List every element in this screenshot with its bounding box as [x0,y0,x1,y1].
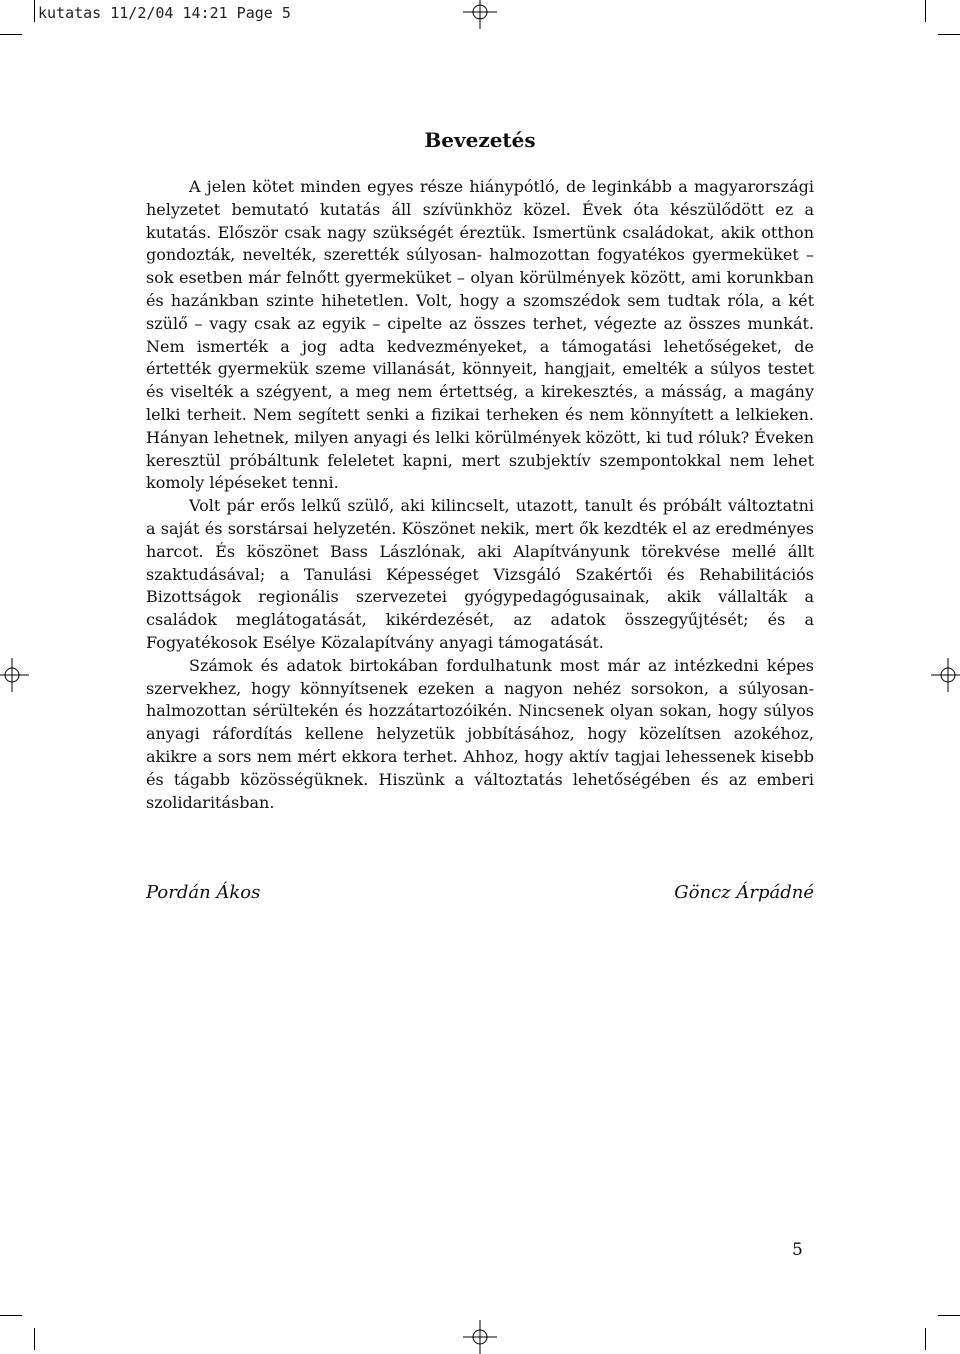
registration-mark-top-icon [463,0,497,29]
crop-mark-top-left-h [0,34,22,35]
signature-block [146,882,814,903]
paragraph-2: Volt pár erős lelkű szülő, aki kilincselt, utazott, tanult és próbált változtatni a saját és sorstársai helyzetén. Köszönet nekik, mert ők kezdték el az eredményes harcot. És köszönet Bass Lászlónak, aki Alapítványunk törekvése mellé állt szaktudásával; a Tanulási Képességet Vizsgáló Szakértői és Rehabilitációs Bizottságok regionális szervezetei gyógypedagógusainak, akik vállalták a családok meglátogatását, kikérdezését, az adatok összegyűjtését; és a Fogyatékosok Esélye Közalapítvány anyagi támogatását. [146,496,814,652]
crop-mark-bottom-right-h [938,1315,960,1316]
registration-mark-right-icon [931,658,960,692]
printer-slug-line: kutatas 11/2/04 14:21 Page 5 [38,4,291,22]
page-number: 5 [792,1240,803,1260]
body-text [146,176,814,814]
crop-mark-bottom-left-h [0,1315,22,1316]
crop-mark-top-left-v [34,0,35,22]
paragraph-1: A jelen kötet minden egyes része hiánypótló, de leginkább a magyarországi helyzetet bemutató kutatás áll szívünkhöz közel. Évek óta készülődött ez a kutatás. Először csak nagy szükségét éreztük. Ismertünk családokat, akik otthon gondozták, nevelték, szerették súlyosan- halmozottan fogyatékos gyermeküket – sok esetben már felnőtt gyermeküket – olyan körülmények között, ami korunkban és hazánkban szinte hihetetlen. Volt, hogy a szomszédok sem tudtak róla, a két szülő – vagy csak az egyik – cipelte az összes terhet, végezte az összes munkát. Nem ismerték a jog adta kedvezményeket, a támogatási lehetőségeket, de értették gyermekük szeme villanását, könnyeit, hangjait, emelték a súlyos testet és viselték a szégyent, a meg nem értettség, a kirekesztés, a másság, a magány lelki terheit. Nem segített senki a fizikai terheken és nem könnyített a lelkieken. Hányan lehetnek, milyen anyagi és lelki körülmények között, ki tud róluk? Éveken keresztül próbáltunk feleletet kapni, mert szubjektív szempontokkal nem lehet komoly lépéseket tenni. [146,177,814,493]
crop-mark-bottom-right-v [925,1328,926,1350]
signature-right: Göncz Árpádné [674,882,814,903]
page-title: Bevezetés [424,128,536,152]
signature-left: Pordán Ákos [146,882,261,903]
registration-mark-left-icon [0,658,29,692]
registration-mark-bottom-icon [463,1320,497,1354]
paragraph-3: Számok és adatok birtokában fordulhatunk most már az intézkedni képes szervekhez, hogy könnyítsenek ezeken a nagyon nehéz sorsokon, a súlyosan-halmozottan sérültekén és hozzátartozóikén. Nincsenek olyan sokan, hogy súlyos anyagi ráfordítás kellene helyzetük jobbításához, hogy közelítsen azokéhoz, akikre a sors nem mért ekkora terhet. Ahhoz, hogy aktív tagjai lehessenek kisebb és tágabb közösségüknek. Hiszünk a változtatás lehetőségében és az emberi szolidaritásban. [146,655,814,812]
crop-mark-top-right-h [938,34,960,35]
crop-mark-bottom-left-v [34,1328,35,1350]
crop-mark-top-right-v [925,0,926,22]
